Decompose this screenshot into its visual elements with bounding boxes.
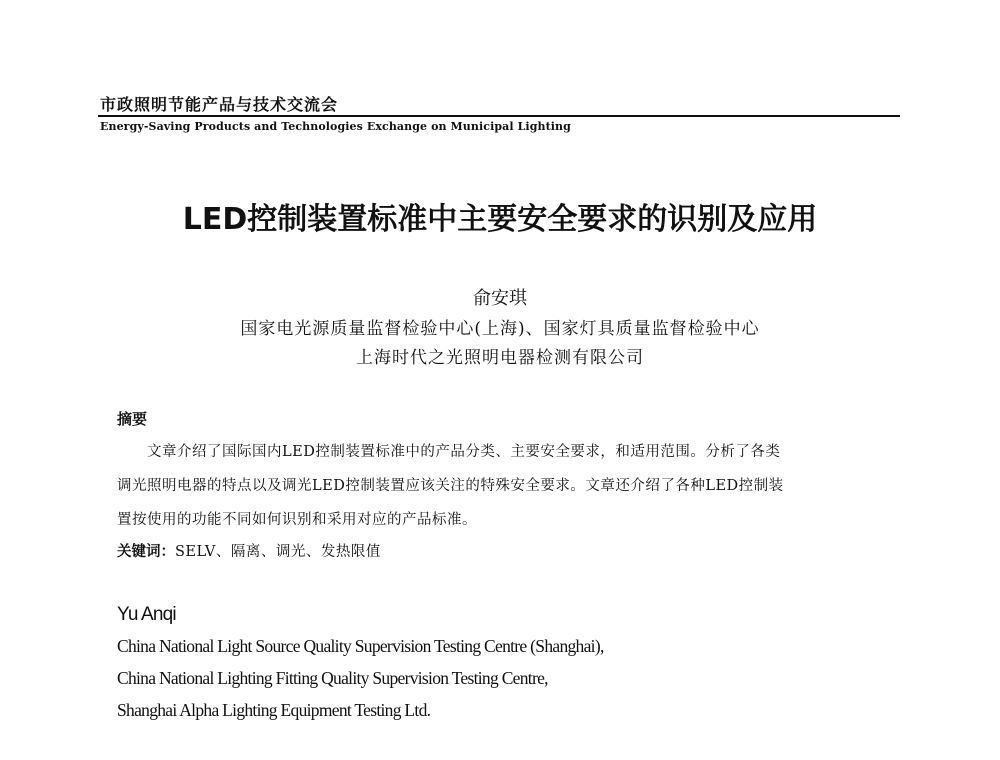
author-name-chinese: 俞安琪	[473, 288, 527, 309]
journal-title-chinese: 市政照明节能产品与技术交流会	[100, 95, 339, 114]
affiliation-english-line: China National Light Source Quality Supervision Testing Centre (Shanghai),	[117, 636, 604, 656]
journal-title-english: Energy-Saving Products and Technologies Exchange on Municipal Lighting	[100, 120, 571, 133]
abstract-heading: 摘要	[117, 410, 148, 428]
affiliation-chinese-line: 国家电光源质量监督检验中心(上海)、国家灯具质量监督检验中心	[240, 319, 760, 339]
affiliation-chinese-line: 上海时代之光照明电器检测有限公司	[356, 348, 644, 368]
affiliation-english-line: China National Lighting Fitting Quality Supervision Testing Centre,	[117, 668, 548, 688]
affiliation-english-line: Shanghai Alpha Lighting Equipment Testing Ltd.	[117, 700, 431, 720]
abstract-text-line: 置按使用的功能不同如何识别和采用对应的产品标准。	[117, 512, 477, 528]
keywords-label: 关键词：	[117, 544, 175, 560]
abstract-text-line: 调光照明电器的特点以及调光LED控制装置应该关注的特殊安全要求。文章还介绍了各种LED控制装	[117, 478, 784, 494]
author-name-english: Yu Anqi	[117, 604, 176, 625]
article-title: LED控制装置标准中主要安全要求的识别及应用	[182, 202, 818, 237]
abstract-text-line: 文章介绍了国际国内LED控制装置标准中的产品分类、主要安全要求，和适用范围。分析了各类	[147, 444, 781, 460]
header-divider	[98, 115, 900, 117]
keywords-value: SELV、隔离、调光、发热限值	[175, 544, 381, 560]
keywords-line	[117, 540, 381, 561]
